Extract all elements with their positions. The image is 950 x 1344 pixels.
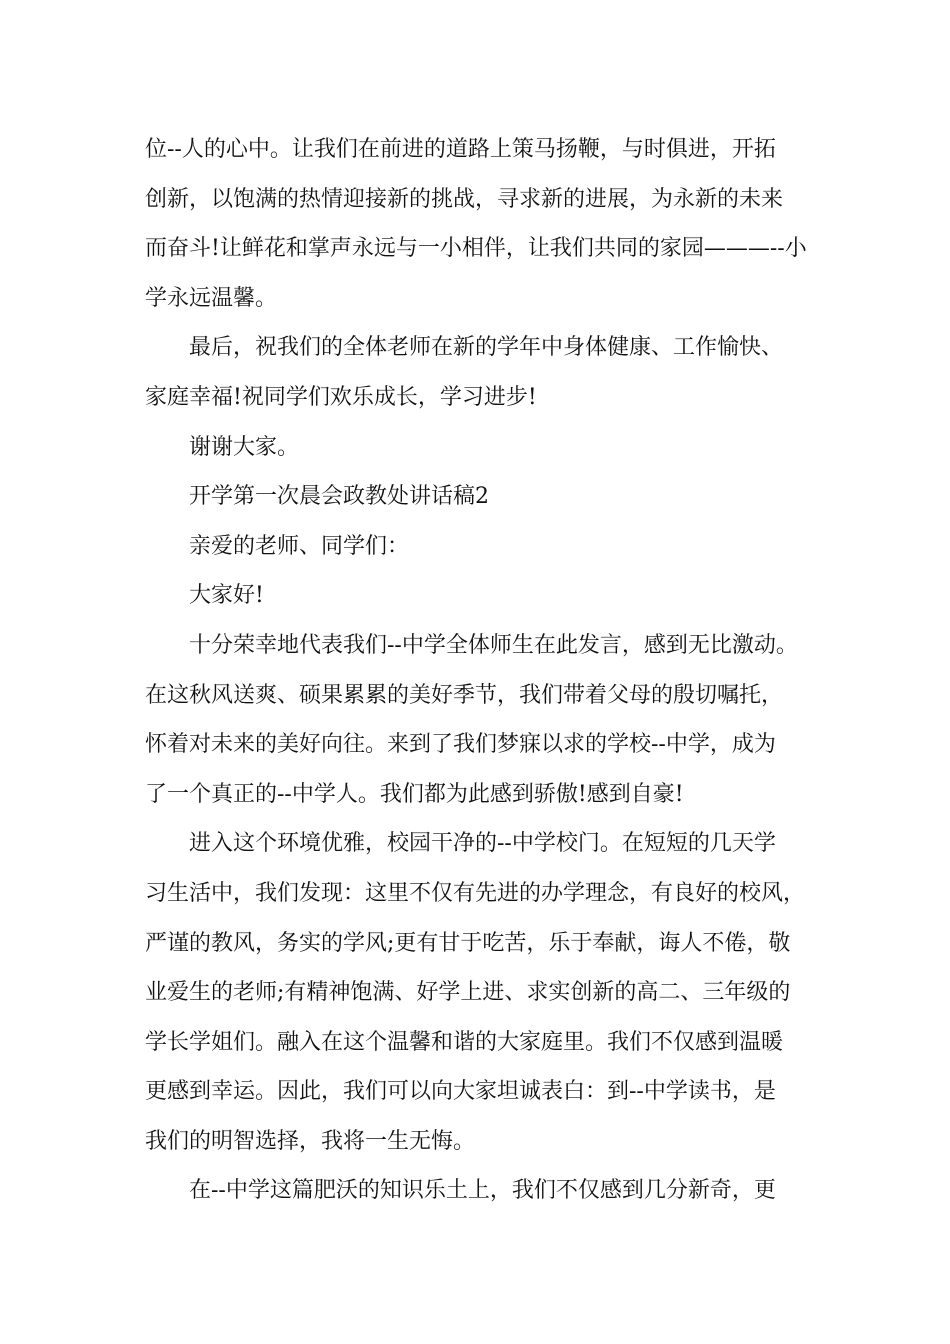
text-line: 学永远温馨。 xyxy=(145,285,278,311)
paragraph-first-line: 最后，祝我们的全体老师在新的学年中身体健康、工作愉快、 xyxy=(189,335,784,361)
text-line: 严谨的教风，务实的学风;更有甘于吃苦，乐于奉献，诲人不倦，敬 xyxy=(145,930,791,956)
text-line: 位--人的心中。让我们在前进的道路上策马扬鞭，与时俱进，开拓 xyxy=(145,137,776,162)
text-line: 家庭幸福!祝同学们欢乐成长，学习进步! xyxy=(145,384,537,410)
text-line: 在这秋风送爽、硕果累累的美好季节，我们带着父母的殷切嘱托， xyxy=(145,682,784,708)
text-line: 怀着对未来的美好向往。来到了我们梦寐以求的学校--中学，成为 xyxy=(145,732,776,758)
text-line: 习生活中，我们发现：这里不仅有先进的办学理念，有良好的校风， xyxy=(145,880,806,906)
paragraph-first-line: 进入这个环境优雅，校园干净的--中学校门。在短短的几天学 xyxy=(189,831,776,857)
text-line: 更感到幸运。因此，我们可以向大家坦诚表白：到--中学读书，是 xyxy=(145,1079,776,1105)
text-line: 而奋斗!让鲜花和掌声永远与一小相伴，让我们共同的家园———--小 xyxy=(145,236,807,262)
closing-line: 谢谢大家。 xyxy=(189,434,300,460)
document-body xyxy=(145,125,815,1216)
text-line: 创新，以饱满的热情迎接新的挑战，寻求新的进展，为永新的未来 xyxy=(145,186,784,212)
paragraph-first-line: 在--中学这篇肥沃的知识乐土上，我们不仅感到几分新奇，更 xyxy=(189,1178,776,1204)
text-line: 我们的明智选择，我将一生无悔。 xyxy=(145,1128,476,1154)
text-line: 了一个真正的--中学人。我们都为此感到骄傲!感到自豪! xyxy=(145,781,684,807)
text-line: 业爱生的老师;有精神饱满、好学上进、求实创新的高二、三年级的 xyxy=(145,980,791,1006)
text-line: 学长学姐们。融入在这个温馨和谐的大家庭里。我们不仅感到温暖 xyxy=(145,1029,784,1055)
greeting: 大家好! xyxy=(189,583,264,609)
section-title: 开学第一次晨会政教处讲话稿2 xyxy=(189,484,489,510)
salutation: 亲爱的老师、同学们： xyxy=(189,533,410,559)
paragraph-first-line: 十分荣幸地代表我们--中学全体师生在此发言，感到无比激动。 xyxy=(189,632,798,658)
